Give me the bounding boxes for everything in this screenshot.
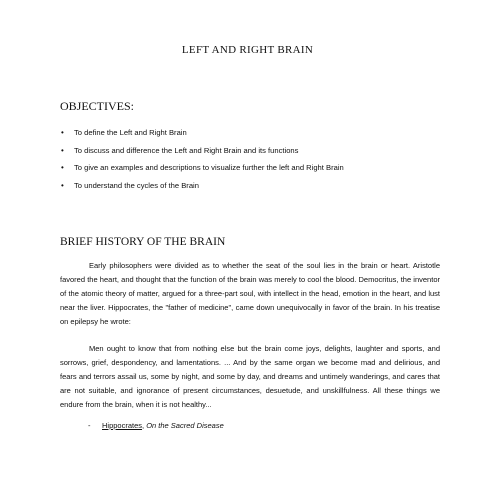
objective-text: To define the Left and Right Brain <box>74 128 187 137</box>
bullet-icon: • <box>61 128 64 137</box>
list-item <box>60 146 344 164</box>
list-item <box>60 181 344 199</box>
history-heading: BRIEF HISTORY OF THE BRAIN <box>60 236 226 248</box>
objective-text: To discuss and difference the Left and Right Brain and its functions <box>74 145 299 155</box>
objectives-list <box>60 128 344 198</box>
citation-work-title: On the Sacred Disease <box>146 421 224 430</box>
document-title: LEFT AND RIGHT BRAIN <box>181 44 314 56</box>
quote-citation <box>88 421 224 430</box>
objective-text: To understand the cycles of the Brain <box>74 180 199 190</box>
bullet-icon: • <box>61 163 64 173</box>
history-paragraph: Early philosophers were divided as to whether the seat of the soul lies in the brain or heart. Aristotle favored the heart, and thought that the function of the brain was merely to cool the blood. Democritus, the inventor of the atomic theory of matter, argued for a three-part soul, with intellect in the head, emotion in the heart, and lust near the liver. Hippocrates, the "father of medicine", came down unequivocally in favor of the brain. In his treatise on epilepsy he wrote: <box>60 261 440 327</box>
list-item <box>60 163 344 181</box>
list-item <box>60 128 344 146</box>
objective-text: To give an examples and descriptions to visualize further the left and Right Brain <box>74 163 344 173</box>
objectives-heading: OBJECTIVES: <box>60 99 135 113</box>
bullet-icon: • <box>61 145 64 155</box>
citation-author-link[interactable]: Hippocrates <box>102 421 143 430</box>
quote-paragraph: Men ought to know that from nothing else but the brain come joys, delights, laughter and sports, and sorrows, grief, despondency, and lamentations. ... And by the same organ we become mad and delirious, and fears and terrors assail us, some by night, and some by day, and dreams and untimely wanderings, and cares that are not suitable, and ignorance of present circumstances, desuetude, and unskillfulness. All these things we endure from the brain, when it is not healthy... <box>60 344 440 410</box>
citation-separator: , <box>142 421 147 430</box>
bullet-icon: • <box>61 180 64 190</box>
citation-dash: - <box>88 421 91 430</box>
